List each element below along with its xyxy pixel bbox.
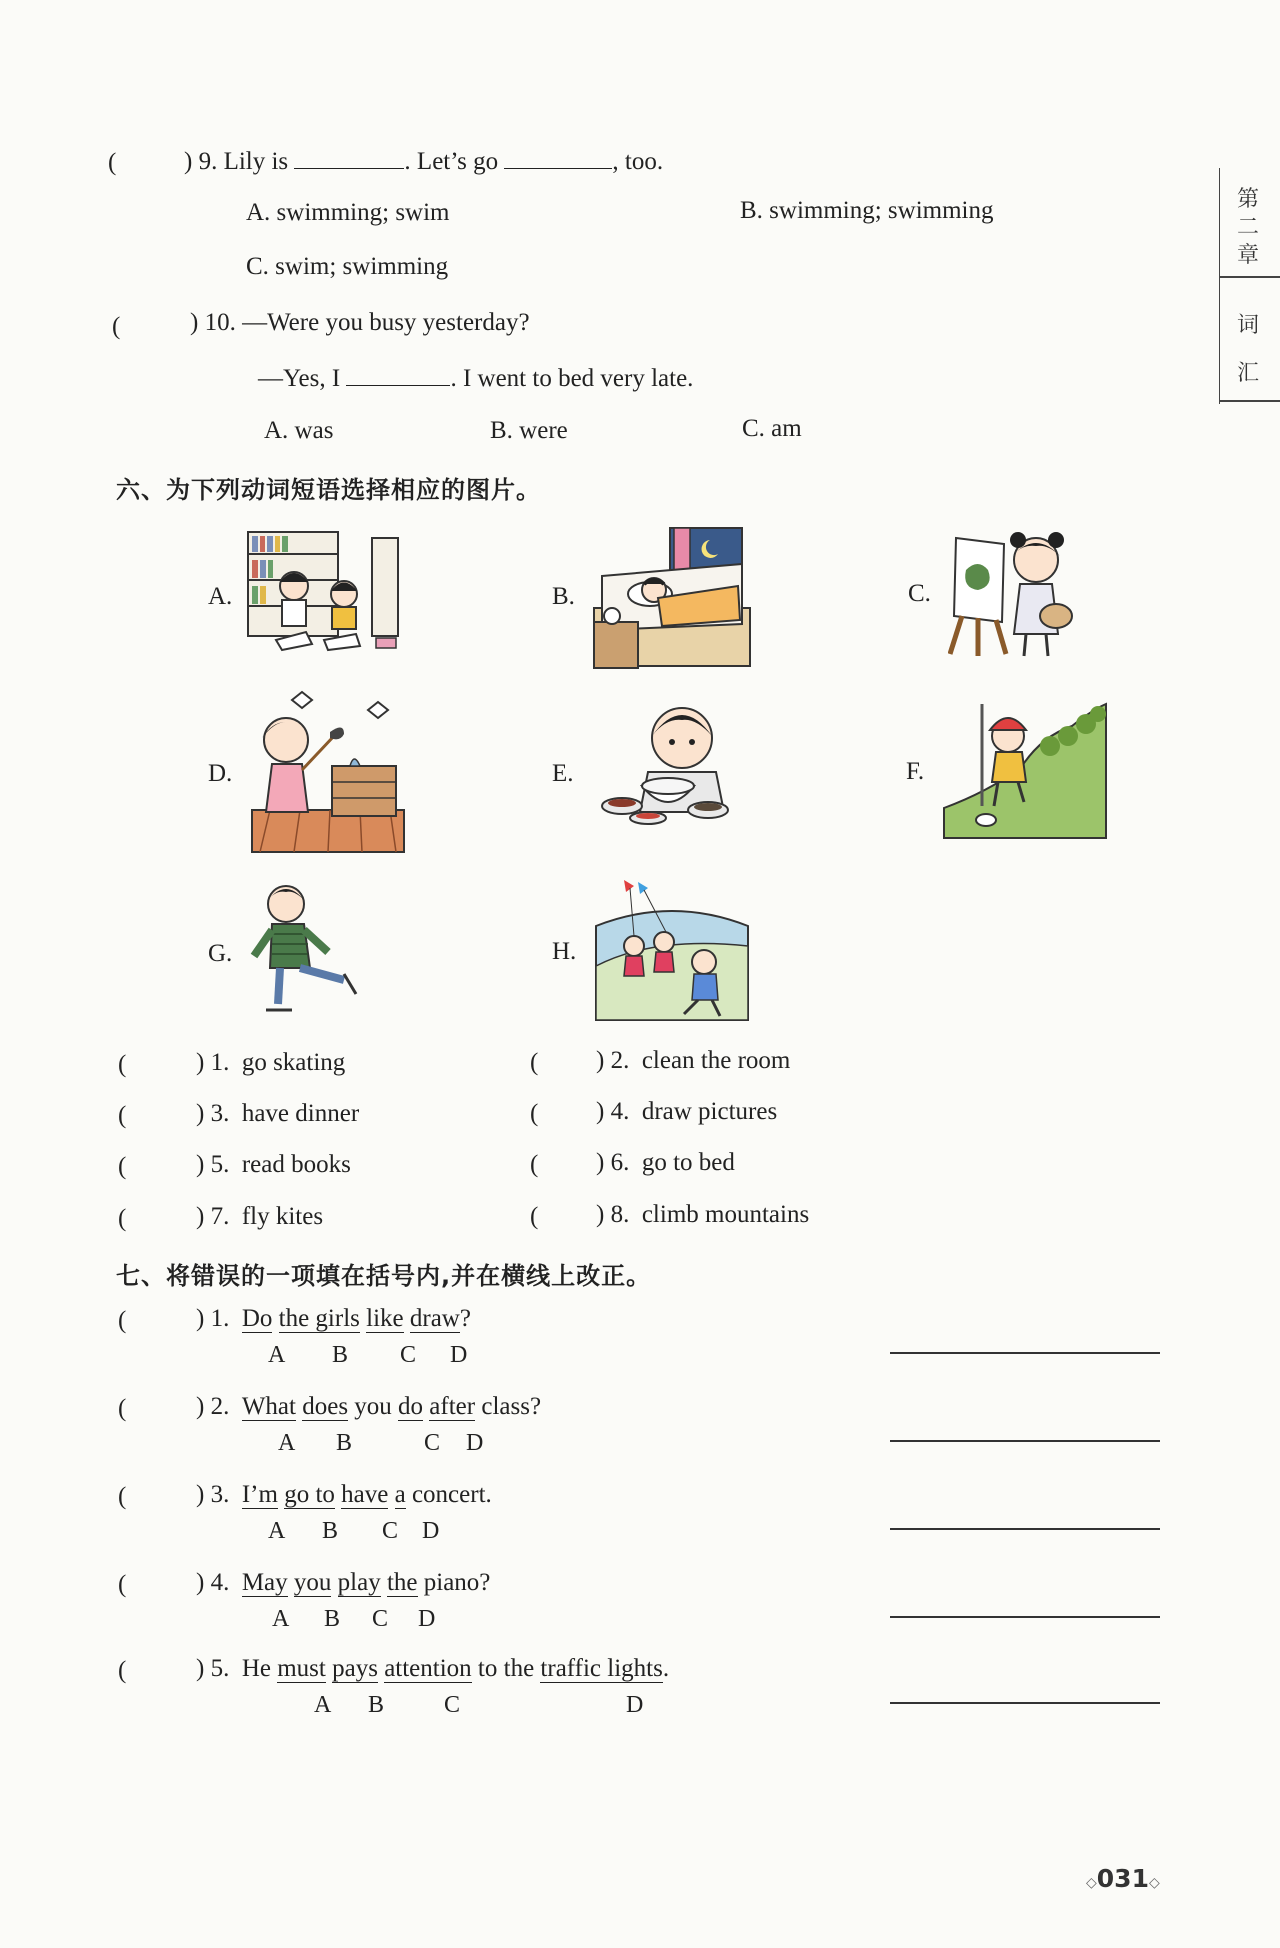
- sentence-middle: to the: [477, 1655, 535, 1682]
- answer-paren-open[interactable]: (: [118, 1571, 127, 1598]
- picture-label-b: B.: [552, 583, 575, 610]
- option-letter-a: A: [272, 1606, 290, 1632]
- item-text: fly kites: [241, 1203, 324, 1230]
- underlined-option-c: like: [366, 1305, 404, 1332]
- item-text: draw pictures: [641, 1098, 778, 1125]
- side-tab-char: 章: [1237, 243, 1260, 268]
- question-number: ) 3.: [196, 1481, 230, 1508]
- option-a: A. was: [264, 417, 334, 444]
- underlined-option-b: the girls: [278, 1305, 360, 1332]
- option-letter-a: A: [314, 1692, 332, 1718]
- sentence-tail: class?: [481, 1393, 542, 1420]
- question-number: ) 5.: [196, 1151, 230, 1178]
- picture-a-reading-books[interactable]: [246, 528, 402, 658]
- correction-line[interactable]: [890, 1352, 1160, 1354]
- picture-label-f: F.: [906, 758, 925, 785]
- underlined-option-d: after: [429, 1393, 476, 1420]
- match-item-6: [596, 1150, 735, 1175]
- option-letter-d: D: [422, 1518, 440, 1544]
- question-stem: . Let’s go: [404, 148, 499, 175]
- question-number: ) 7.: [196, 1203, 230, 1230]
- option-b: B. were: [490, 417, 568, 444]
- question-10-reply: [258, 363, 693, 391]
- underlined-option-b: go to: [284, 1481, 335, 1508]
- option-letter-b: B: [368, 1692, 385, 1718]
- match-item-1: [196, 1050, 345, 1075]
- correction-line[interactable]: [890, 1440, 1160, 1442]
- fill-blank[interactable]: [294, 146, 404, 169]
- answer-paren-open[interactable]: (: [118, 1051, 127, 1078]
- sentence-tail: piano?: [423, 1569, 491, 1596]
- picture-label-g: G.: [208, 940, 233, 967]
- picture-label-a: A.: [208, 583, 233, 610]
- question-number: ) 1.: [196, 1305, 230, 1332]
- correction-line[interactable]: [890, 1528, 1160, 1530]
- question-number: ) 9.: [184, 148, 218, 175]
- sentence-middle: you: [354, 1393, 392, 1420]
- underlined-option-b: you: [293, 1569, 332, 1596]
- chapter-side-tab: [1219, 168, 1280, 404]
- error-question-4: [196, 1570, 490, 1597]
- option-letter-d: D: [418, 1606, 436, 1632]
- answer-paren-open[interactable]: (: [118, 1483, 127, 1510]
- question-number: ) 5.: [196, 1655, 230, 1682]
- option-letter-b: B: [332, 1342, 349, 1368]
- side-tab-char: 词: [1237, 313, 1260, 338]
- error-question-5: [196, 1656, 669, 1683]
- page-number-text: 031: [1096, 1864, 1149, 1893]
- underlined-option-c: attention: [384, 1655, 472, 1682]
- picture-label-d: D.: [208, 760, 233, 787]
- underlined-option-b: does: [302, 1393, 349, 1420]
- underlined-option-d: the: [386, 1569, 418, 1596]
- answer-paren-open[interactable]: (: [108, 149, 117, 176]
- match-item-5: [196, 1152, 351, 1177]
- option-letter-b: B: [336, 1430, 353, 1456]
- sentence-tail: concert.: [411, 1481, 492, 1508]
- question-stem: —Yes, I: [258, 365, 341, 392]
- section-6-heading: 六、为下列动词短语选择相应的图片。: [116, 476, 541, 504]
- question-number: ) 2.: [196, 1393, 230, 1420]
- answer-paren-open[interactable]: (: [118, 1102, 127, 1129]
- option-letter-d: D: [466, 1430, 484, 1456]
- option-a: A. swimming; swim: [246, 199, 450, 226]
- match-item-4: [596, 1099, 777, 1124]
- sentence-tail: .: [662, 1655, 670, 1682]
- diamond-icon: ◇: [1086, 1875, 1097, 1891]
- question-stem: , too.: [612, 148, 664, 175]
- question-10: [190, 310, 530, 335]
- question-stem: Lily is: [223, 148, 289, 175]
- match-item-3: [196, 1101, 359, 1126]
- fill-blank[interactable]: [504, 146, 612, 169]
- sentence-start: He: [241, 1655, 271, 1682]
- item-text: have dinner: [241, 1100, 360, 1127]
- answer-paren-open[interactable]: (: [118, 1153, 127, 1180]
- option-b: B. swimming; swimming: [740, 197, 994, 224]
- answer-paren-open[interactable]: (: [530, 1203, 539, 1230]
- picture-h-fly-kites[interactable]: [594, 876, 750, 1022]
- side-tab-char: 第: [1237, 187, 1260, 212]
- underlined-option-d: draw: [409, 1305, 460, 1332]
- sentence-tail: ?: [459, 1305, 471, 1332]
- underlined-option-d: a: [394, 1481, 406, 1508]
- underlined-option-b: pays: [332, 1655, 378, 1682]
- question-9: [184, 146, 663, 174]
- question-number: ) 4.: [596, 1098, 630, 1125]
- picture-label-e: E.: [552, 760, 574, 787]
- answer-paren-open[interactable]: (: [118, 1395, 127, 1422]
- option-letter-a: A: [278, 1430, 296, 1456]
- underlined-option-a: must: [277, 1655, 326, 1682]
- picture-b-go-to-bed[interactable]: [592, 524, 752, 670]
- section-7-heading: 七、将错误的一项填在括号内,并在横线上改正。: [116, 1262, 652, 1290]
- match-item-7: [196, 1204, 323, 1229]
- underlined-option-d: traffic lights: [540, 1655, 663, 1682]
- option-letter-c: C: [444, 1692, 461, 1718]
- picture-label-c: C.: [908, 580, 931, 607]
- answer-paren-open[interactable]: (: [530, 1100, 539, 1127]
- side-tab-char: 汇: [1237, 361, 1260, 386]
- underlined-option-c: have: [341, 1481, 389, 1508]
- underlined-option-a: I’m: [241, 1481, 278, 1508]
- item-text: go to bed: [641, 1149, 735, 1176]
- option-letter-d: D: [626, 1692, 644, 1718]
- answer-paren-open[interactable]: (: [530, 1049, 539, 1076]
- question-number: ) 3.: [196, 1100, 230, 1127]
- picture-g-go-skating[interactable]: [248, 880, 362, 1020]
- side-tab-divider: [1220, 400, 1280, 402]
- question-number: ) 2.: [596, 1047, 630, 1074]
- option-letter-b: B: [322, 1518, 339, 1544]
- error-question-2: [196, 1394, 541, 1421]
- item-text: go skating: [241, 1049, 346, 1076]
- underlined-option-c: do: [398, 1393, 424, 1420]
- side-tab-divider: [1220, 276, 1280, 278]
- question-stem: —Were you busy yesterday?: [242, 309, 530, 336]
- answer-paren-open[interactable]: (: [112, 313, 121, 340]
- question-number: ) 4.: [196, 1569, 230, 1596]
- underlined-option-a: What: [241, 1393, 296, 1420]
- picture-f-climb-mountains[interactable]: [942, 696, 1108, 840]
- underlined-option-c: play: [337, 1569, 381, 1596]
- page-number: [1086, 1864, 1160, 1893]
- match-item-8: [596, 1202, 809, 1227]
- question-number: ) 10.: [190, 309, 236, 336]
- side-tab-char: 二: [1237, 215, 1260, 240]
- option-letter-c: C: [400, 1342, 417, 1368]
- option-letter-c: C: [372, 1606, 389, 1632]
- question-stem: . I went to bed very late.: [450, 365, 694, 392]
- option-c: C. am: [742, 415, 802, 442]
- error-question-3: [196, 1482, 492, 1509]
- answer-paren-open[interactable]: (: [118, 1205, 127, 1232]
- picture-label-h: H.: [552, 938, 577, 965]
- answer-paren-open[interactable]: (: [118, 1657, 127, 1684]
- picture-d-clean-the-room[interactable]: [250, 688, 406, 854]
- picture-c-draw-pictures[interactable]: [948, 530, 1080, 660]
- question-number: ) 1.: [196, 1049, 230, 1076]
- answer-paren-open[interactable]: (: [118, 1307, 127, 1334]
- correction-line[interactable]: [890, 1616, 1160, 1618]
- option-letter-a: A: [268, 1518, 286, 1544]
- correction-line[interactable]: [890, 1702, 1160, 1704]
- item-text: clean the room: [641, 1047, 791, 1074]
- match-item-2: [596, 1048, 790, 1073]
- question-number: ) 6.: [596, 1149, 630, 1176]
- underlined-option-a: May: [241, 1569, 288, 1596]
- option-letter-a: A: [268, 1342, 286, 1368]
- option-letter-d: D: [450, 1342, 468, 1368]
- option-letter-c: C: [382, 1518, 399, 1544]
- item-text: read books: [241, 1151, 351, 1178]
- picture-e-have-dinner[interactable]: [592, 702, 750, 826]
- item-text: climb mountains: [641, 1201, 810, 1228]
- answer-paren-open[interactable]: (: [530, 1151, 539, 1178]
- question-number: ) 8.: [596, 1201, 630, 1228]
- option-letter-c: C: [424, 1430, 441, 1456]
- fill-blank[interactable]: [346, 363, 450, 386]
- option-letter-b: B: [324, 1606, 341, 1632]
- error-question-1: [196, 1306, 471, 1333]
- option-c: C. swim; swimming: [246, 253, 449, 280]
- underlined-option-a: Do: [241, 1305, 273, 1332]
- diamond-icon: ◇: [1148, 1875, 1160, 1891]
